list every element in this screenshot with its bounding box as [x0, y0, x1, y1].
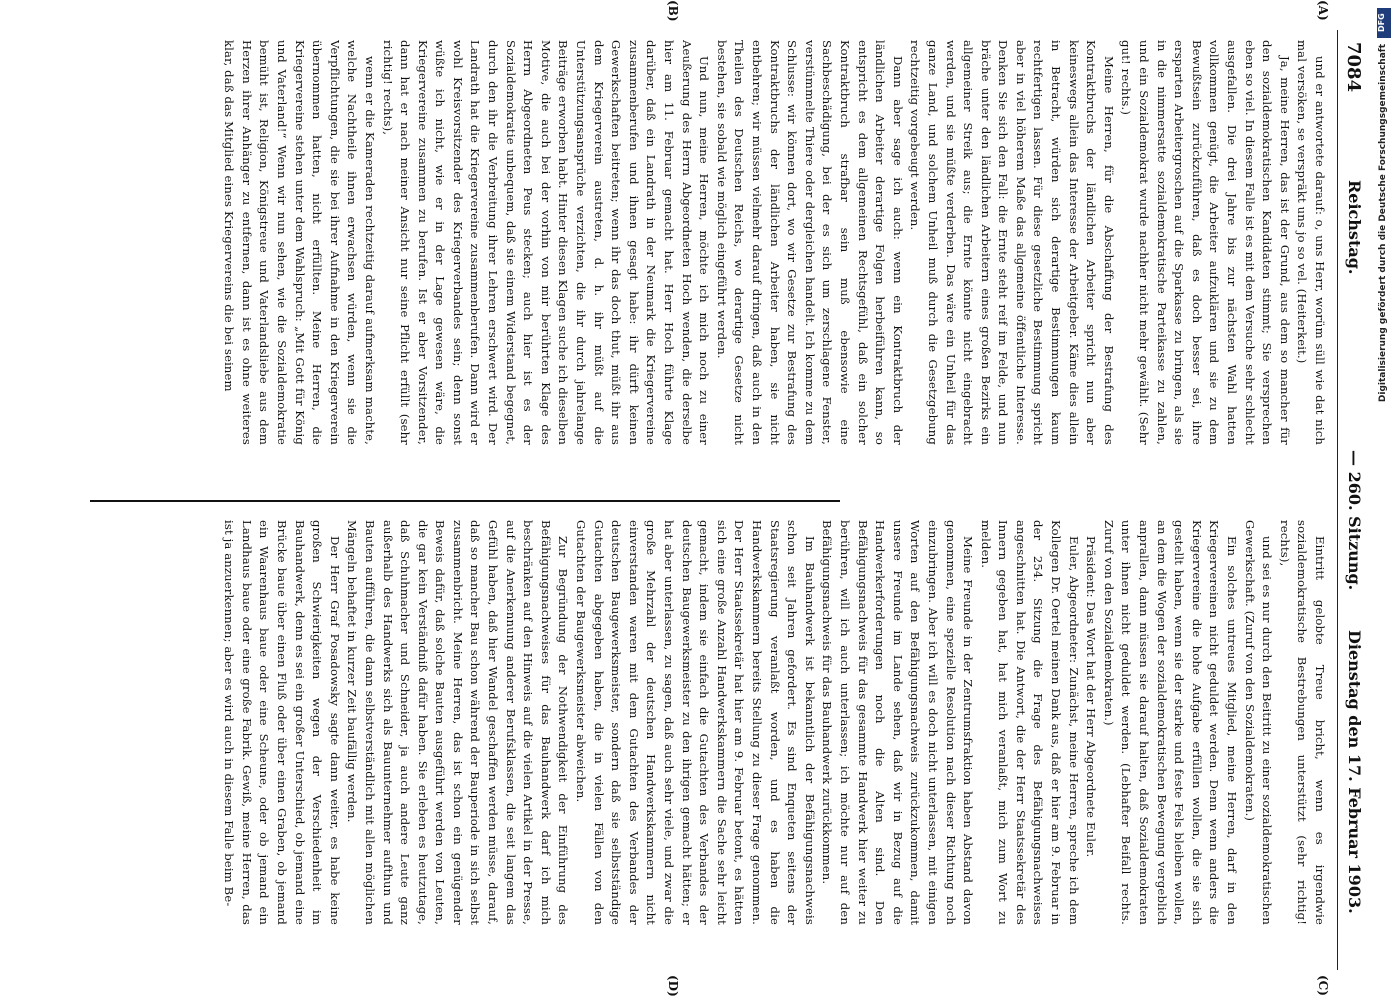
paragraph: Zur Begründung der Nothwendigkeit der Einführung des Befähigungsnachweises für das Bauhandwerk darf ich mich beschränken auf den Hinweis auf die vielen Artikel in der Presse, auf die Anerkennung anderer Berufsklassen, die seit langem das Gefühl haben, daß hier Wandel geschaffen werden müsse, darauf, daß so mancher Bau schon während der Bauperiode in sich selbst zusammenbricht. Meine Herren, das ist schon ein genügender Beweis dafür, daß solche Bauten ausgeführt werden von Leuten, die gar kein Verständniß dafür haben. Sie erleben es heutzutage, daß Schuhmacher und Schneider, ja auch andere Leute ganz außerhalb des Handwerks sich als Bauunternehmer aufthun und Bauten aufführen, die dann selbstverständlich mit allen möglichen Mängeln behaftet in kurzer Zeit baufällig werden.: [345, 520, 571, 925]
paragraph: Im Bauhandwerk ist bekanntlich der Befähigungsnachweis schon seit Jahren gefordert. Es sind Enqueten seitens der Staatsregierung veranlaßt worden, und es haben die Handwerkskammern bereits Stellung zu dieser Frage genommen. Der Herr Staatssekretär hat hier am 9. Februar betont, es hätten sich eine große Anzahl Handwerkskammern die Sache sehr leicht gemacht, indem sie einfach die Gutachten des Verbandes der deutschen Baugewerksmeister zu den ihrigen gemacht hätten; er hat aber unterlassen, zu sagen, daß auch sehr viele, und zwar die große Mehrzahl der deutschen Handwerkskammern nicht einverstanden waren mit dem Gutachten des Verbandes der deutschen Baugewerksmeister, sondern daß sie selbstständige Gutachten abgegeben haben, die in vielen Fällen von den Gutachten der Baugewerksmeister abweichen.: [574, 520, 817, 925]
page-header: [1340, 30, 1370, 970]
digitization-stamp: [1377, 8, 1393, 998]
right-column: [88, 520, 1328, 925]
dfg-logo: DFG: [1377, 8, 1391, 38]
paragraph: Präsident: Das Wort hat der Herr Abgeordnete Euler.: [1084, 536, 1099, 858]
paragraph: Dann aber sage ich auch: wenn ein Kontraktbruch der ländlichen Arbeiter derartige Folgen herbeiführen kann, so entspricht es dem allgemeinen Rechtsgefühl, daß ein solcher Kontraktbruch strafbar sein muß ebensowie eine Sachbeschädigung, bei der es sich um zerschlagene Fenster, verstümmelte Thiere oder dergleichen handelt. Ich komme zu dem Schlusse: wir können dort, wo wir Gesetze zur Bestrafung des Kontraktbruchs der ländlichen Arbeiter haben, sie nicht entbehren; wir müssen vielmehr darauf dringen, daß auch in den Theilen des Deutschen Reichs, wo derartige Gesetze nicht bestehen, sie sobald wie möglich eingeführt werden.: [714, 40, 905, 445]
paragraph: Der Herr Graf Posadowsky sagte dann weiter, es habe keine großen Schwierigkeiten wegen der Verschiedenheit im Bauhandwerk, denn es sei ein großer Unterschied, ob jemand eine Brücke baue über einen Fluß oder über einen Graben, ob jemand ein Waarenhaus baue oder eine Scheune, oder ob jemand ein Landhaus baue oder eine große Fabrik. Gewiß, meine Herren, das ist ja anzuerkennen; aber es wird auch in diesem Falle beim Be-: [222, 520, 342, 925]
margin-marker-c: (C): [1316, 975, 1330, 996]
header-date: Dienstag den 17. Februar 1903.: [1345, 630, 1364, 914]
paragraph: Ein solches untreues Mitglied, meine Herren, darf in den Kriegervereinen nicht geduldet werden. Denn wenn anders die Kriegervereine die hohe Aufgabe erfüllen wollen, die sie sich gestellt haben, wenn sie der starke und feste Fels bleiben wollen, an dem die Wogen der sozialdemokratischen Bewegung vergeblich anprallen, dann müssen sie darauf halten, daß Sozialdemokraten unter ihnen nicht geduldet werden. (Lebhafter Beifall rechts. Zuruf von den Sozialdemokraten.): [1101, 520, 1240, 925]
left-column: [88, 40, 1328, 445]
paragraph: Meine Herren, für die Abschaffung der Bestrafung des Kontraktbruchs der ländlichen Arbeiter spricht nun aber keineswegs allein das Interesse der Arbeitgeber. Käme dies allein in Betracht, würden sich derartige Bestimmungen kaum rechtfertigen lassen. Für diese gesetzliche Bestimmung spricht aber in viel höherem Maße das allgemeine öffentliche Interesse. Denken Sie sich den Fall: die Ernte steht reif im Felde, und nun bräche unter den ländlichen Arbeitern eines großen Bezirks ein allgemeiner Streik aus; die Ernte könnte nicht eingebracht werden, und sie müßte verderben. Das wäre ein Unheil für das ganze Land, und solchem Unheil muß durch die Gesetzgebung rechtzeitig vorgebeugt werden.: [908, 40, 1116, 445]
document-page: [80, 0, 1370, 997]
column-divider: [90, 500, 840, 502]
header-left-title: Reichstag.: [1345, 180, 1364, 275]
paragraph: Eintritt gelobte Treue bricht, wenn es irgendwie sozialdemokratische Bestrebungen unterstützt (sehr richtig! rechts),: [1277, 520, 1327, 925]
header-session: — 260. Sitzung.: [1345, 450, 1364, 591]
margin-marker-b: (B): [666, 0, 680, 22]
margin-marker-d: (D): [666, 975, 680, 997]
funding-note: Digitalisierung gefördert durch die Deutsche Forschungsgemeinschaft: [1378, 44, 1388, 403]
page-number: 7084: [1343, 42, 1364, 93]
paragraph: und sei es nur durch den Beitritt zu einer sozialdemokratischen Gewerkschaft. (Zuruf von den Sozialdemokraten.): [1242, 520, 1275, 925]
paragraph: Und nun, meine Herren, möchte ich mich noch zu einer Aeußerung des Herrn Abgeordneten Hoch wenden, die derselbe hier am 11. Februar gemacht hat. Herr Hoch führte Klage darüber, daß ein Landrath in der Neumark die Kriegervereine zusammenberufen und ihnen gesagt habe: ihr dürft keinen Gewerkschaften beitreten; wenn ihr das doch thut, müßt ihr aus dem Kriegerverein austreten, d. h. ihr müßt auf die Unterstützungsansprüche verzichten, die ihr durch jahrelange Beiträge erworben habt. Hinter diesen Klagen suche ich dieselben Motive, die auch bei der vorhin von mir berührten Klage des Herrn Abgeordneten Peus stecken; auch hier ist es der Sozialdemokratie unbequem, daß sie einem Widerstand begegnet, durch den ihr die Verbreitung ihrer Lehren erschwert wird. Der Landrath hat die Kriegervereine zusammenberufen. Dann wird er wohl Kreisvorsitzender des Kriegerverbandes sein; denn sonst wüßte ich nicht, wie er in der Lage gewesen wäre, die Kriegervereine zusammen zu berufen. Ist er aber Vorsitzender, dann hat er nach meiner Ansicht nur seine Pflicht erfüllt (sehr richtig! rechts),: [380, 40, 712, 445]
margin-marker-a: (A): [1316, 0, 1330, 21]
paragraph: Euler, Abgeordneter: Zunächst, meine Herren, spreche ich dem Kollegen Dr. Oertel meinen Dank aus, daß er hier am 9. Februar in der 254. Sitzung die Frage des Befähigungsnachweises angeschnitten hat. Die Antwort, die der Herr Staatssekretär des Innern gegeben hat, hat mich veranlaßt, mich zum Wort zu melden.: [978, 520, 1081, 925]
paragraph: Meine Freunde in der Zentrumsfraktion haben Abstand davon genommen, eine spezielle Resolution nach dieser Richtung noch einzubringen. Aber ich will es doch nicht unterlassen, mit einigen Worten auf den Befähigungsnachweis zurückzukommen, damit unsere Freunde im Lande sehen, daß wir in Bezug auf die Handwerkerforderungen noch die Alten sind. Den Befähigungsnachweis für das gesammte Handwerk hier weiter zu berühren, will ich auch unterlassen; ich möchte nur auf den Befähigungsnachweis für das Bauhandwerk zurückkommen.: [820, 520, 976, 925]
header-rule: [1337, 30, 1338, 970]
paragraph: wenn er die Kameraden rechtzeitig darauf aufmerksam machte, welche Nachtheile ihnen erwachsen würden, wenn sie die Verpflichtungen, die sie bei ihrer Aufnahme in den Kriegerverein übernommen hatten, nicht erfüllten. Meine Herren, die Kriegervereine stehen unter dem Wahlspruch: „Mit Gott für König und Vaterland!“ Wenn wir nun sehen, wie die Sozialdemokratie bemüht ist, Religion, Königstreue und Vaterlandsliebe aus dem Herzen ihrer Anhänger zu entfernen, dann ist es ohne weiteres klar, daß das Mitglied eines Kriegervereins die bei seinem: [222, 40, 377, 445]
paragraph: und er antwortete darauf: o, uns Herr, worüm süll wie dat nich mal versöken, se verspräkt uns jo so vel. (Heiterkeit.): [1295, 40, 1327, 445]
paragraph: Ja, meine Herren, das ist der Grund, aus dem so mancher für den sozialdemokratischen Kandidaten stimmt; Sie versprechen eben so viel. In diesem Falle ist es mit dem Versuche sehr schlecht ausgefallen. Die drei Jahre bis zur nächsten Wahl hatten vollkommen genügt, die Arbeiter aufzuklären und sie zu dem Bewußtsein zurückzuführen, daß es doch besser sei, ihre ersparten Arbeitergroschen auf die Sparkasse zu bringen, als sie in die nimmersatte sozialdemokratische Parteikasse zu zahlen, und ein Sozialdemokrat wurde nachher nicht mehr gewählt. (Sehr gut! rechts.): [1119, 40, 1292, 445]
